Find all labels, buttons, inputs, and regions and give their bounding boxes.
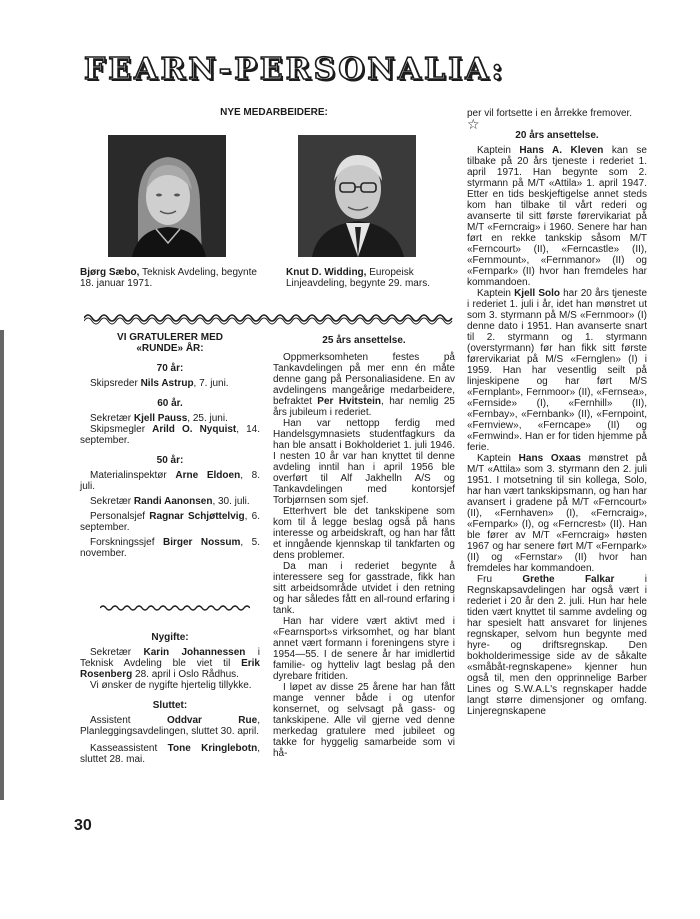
married-heading: Nygifte:	[151, 632, 189, 643]
column-25-years	[273, 335, 455, 759]
age-70-heading: 70 år:	[156, 363, 184, 374]
round-years-heading: «RUNDE» ÅR:	[136, 343, 204, 354]
ornamental-divider	[84, 310, 454, 326]
page-number: 30	[74, 817, 92, 834]
quit-entry-2: Kasseassistent Tone Kringlebotn, sluttet 28. mai.	[80, 743, 260, 765]
20-years-heading: 20 års ansettelse.	[515, 130, 599, 141]
article-25-p5: Han har videre vært aktivt med i «Fearnsport»s virksomhet, og har blant annet vært formann i foreningens styre i 1954—55. I de senere år har imidlertid familie- og hytteliv lagt beslag på den dyrebare fritiden.	[273, 616, 455, 682]
caption-knut-widding	[286, 267, 446, 289]
quit-entry-1: Assistent Oddvar Rue, Planleggingsavdelingen, sluttet 30. april.	[80, 715, 260, 737]
caption-desc: Teknisk Avdeling, begynte 18. januar 1971.	[80, 267, 257, 289]
article-25-p6: I løpet av disse 25 årene har han fått mange venner både i og utenfor konsernet, og selvsagt på gass- og tankskipene. Alle vil gjerne ved denne merkedag gratulere med jubileet og takke for hyggelig samarbeide som vi hå-	[273, 682, 455, 759]
entry-70: Skipsreder Nils Astrup, 7. juni.	[90, 378, 229, 389]
column-anniversaries	[80, 332, 260, 559]
married-wishes: Vi ønsker de nygifte hjertelig tillykke.	[90, 680, 252, 691]
article-25-continuation: per vil fortsette i en årrekke fremover.	[467, 108, 633, 119]
photo-knut-widding	[298, 135, 416, 257]
married-entry: Sekretær Karin Johannessen i Teknisk Avdeling ble viet til Erik Rosenberg 28. april i Oslo Rådhus.	[80, 647, 260, 680]
photo-bjorg-saebo	[108, 135, 226, 257]
column-married-quit	[80, 632, 260, 765]
article-25-p4: Da man i rederiet begynte å interessere seg for gasstrade, fikk han sitt arbeidsområde utvidet i den retning og har således fått en all-round erfaring i tank.	[273, 561, 455, 616]
article-25-p1: Oppmerksomheten festes på Tankavdelingen på mer enn én måte denne gang på Personaliasidene. En av avdelingens mangeårige medarbeidere, befraktet Per Hvitstein, har nemlig 25 års jubileum i rederiet.	[273, 352, 455, 418]
congrats-heading: VI GRATULERER MED	[117, 332, 223, 343]
binding-edge	[0, 330, 4, 800]
article-20-solo: Kaptein Kjell Solo har 20 års tjeneste i rederiet 1. juli i år, idet han mønstret ut som 3. styrmann på M/S «Fernmoor» (I) denne dato i 1951. Han avanserte snart til 2. styrmann og 1. styrmann (overstyrmann) før han fikk sitt første førervikariat på M/S «Fernglen» (I) i 1959. Han har vesentlig seilt på linjeskipene og har ført M/S «Fernplant», Fernmoor» (II), «Fernsea», «Fernside» (I), «Fernhill» (II), «Fernbay», «Fernbank» (II), «Fernpoint, «Fernview», «Ferncape» (II) og «Fernwind». Han er for tiden hjemme på ferie.	[467, 288, 648, 453]
column-20-years	[467, 108, 647, 717]
entry-60-b: Skipsmegler Arild O. Nyquist, 14. september.	[80, 424, 260, 446]
page-title: FEARN-PERSONALIA:	[84, 52, 506, 87]
caption-name: Bjørg Sæbo,	[80, 267, 140, 278]
entry-50-c: Personalsjef Ragnar Schjøttelvig, 6. september.	[80, 511, 261, 533]
new-employees-heading: NYE MEDARBEIDERE:	[220, 107, 328, 118]
article-20-kleven: Kaptein Hans A. Kleven kan se tilbake på 20 års tjeneste i rederiet 1. april 1971. Han begynte som 2. styrmann på M/T «Attila» 1. april 1947. Etter en tids beskjeftigelse annet steds kom han tilbake til vårt rederi og avanserte til sitt første førervikariat på M/T «Ferncraig» i 1960. Senere har han ført en rekke tankskip såsom M/T «Ferncourt» (II), «Ferncastle» (II), «Fernmount», «Fernmanor» (II) og «Fernpark» (II) hvor han fremdeles har kommandoen.	[467, 145, 647, 288]
age-50-heading: 50 år:	[156, 455, 184, 466]
article-25-p3: Etterhvert ble det tankskipene som kom til å legge beslag også på hans interesse og arbeidskraft, og han har fått et inngående kjennskap til tankfarten og dens problemer.	[273, 506, 455, 561]
age-60-heading: 60 år.	[157, 398, 183, 409]
entry-50-d: Forskningssjef Birger Nossum, 5. november.	[80, 537, 260, 559]
entry-60-a: Sekretær Kjell Pauss, 25. juni.	[90, 413, 228, 424]
article-20-oxaas: Kaptein Hans Oxaas mønstret på M/T «Attila» som 3. styrmann den 2. juli 1951. I motsetning til sin kollega, Solo, har han vært tankskipsmann, og han har avansert i gradene på M/T «Ferncourt» (II), «Fernhaven» (I), «Ferncraig», «Fernpark» (I), og «Ferncrest» (II). Han ble fører av M/T «Ferncraig» høsten 1967 og har senere ført M/T «Fernpark» (II) og «Fernstar» (II) hvor han fremdeles har kommandoen.	[467, 453, 647, 574]
article-20-falkar: Fru Grethe Falkar i Regnskapsavdelingen har også vært i rederiet i 20 år den 2. juli. Hun har hele tiden vært knyttet til samme avdeling og har spesielt hatt ansvaret for linjenes regnskaper, selvom hun begynte med hyre- og driftsregnskap. Den bokholderimessige side av de såkalte «småbåt-regnskapene» kjenner hun også til, men den opprinnelige Barber Lines og S.W.A.L's regnskaper hadde langt større dimensjoner og omfang. Linjeregnskapene	[467, 574, 647, 717]
caption-name: Knut D. Widding,	[286, 267, 367, 278]
article-25-p2: Han var nettopp ferdig med Handelsgymnasiets studentfagkurs da han ble ansatt i Bokholderiet 1. juli 1946. I nesten 10 år var han knyttet til denne avdeling inntil han i april 1956 ble overført til Alf Jakhelln A/S og Tankavdelingen med kontorsjef Torbjørnsen som sjef.	[273, 418, 455, 506]
quit-heading: Sluttet:	[152, 700, 188, 711]
entry-50-a: Materialinspektør Arne Eldoen, 8. juli.	[80, 470, 260, 492]
entry-50-b: Sekretær Randi Aanonsen, 30. juli.	[90, 496, 250, 507]
star-icon: ☆	[467, 116, 480, 132]
wavy-divider	[100, 604, 250, 612]
caption-desc: Europeisk Linjeavdeling, begynte 29. mars.	[286, 267, 430, 289]
25-years-heading: 25 års ansettelse.	[322, 335, 406, 346]
caption-bjorg-saebo	[80, 267, 260, 289]
